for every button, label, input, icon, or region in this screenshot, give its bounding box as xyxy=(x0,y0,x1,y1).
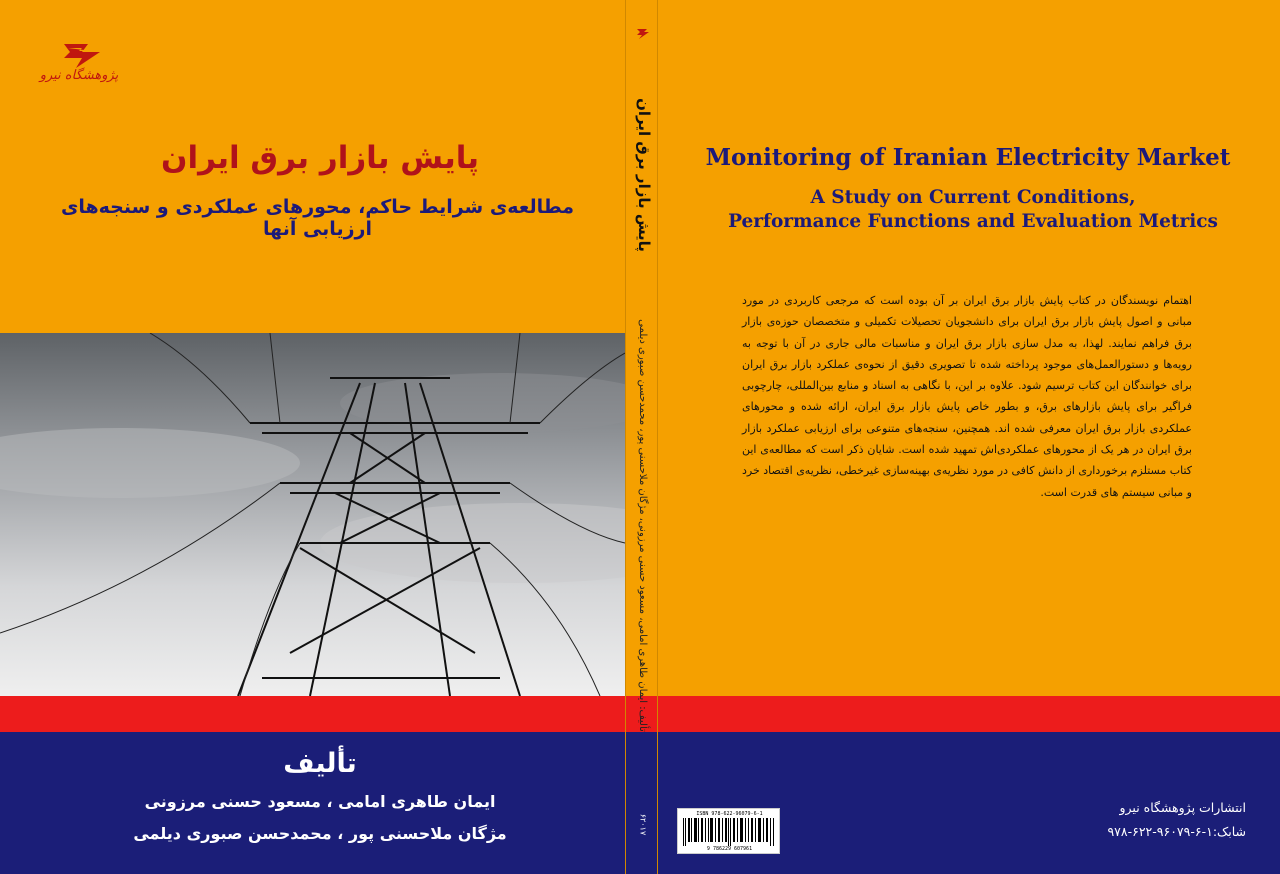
isbn-text: شابک:۱-۶-۹۶۰۷۹-۶۲۲-۹۷۸ xyxy=(1107,824,1246,839)
authorship-label-overlay: تألیف xyxy=(283,748,357,779)
publisher-name: انتشارات پژوهشگاه نیرو xyxy=(1119,800,1246,815)
english-title: Monitoring of Iranian Electricity Market xyxy=(705,144,1231,171)
back-cover xyxy=(658,0,1280,874)
publisher-logo-text: پژوهشگاه نیرو xyxy=(39,68,119,83)
barcode-digits: 9 786229 607961 xyxy=(706,846,753,852)
transmission-tower-photo xyxy=(0,333,625,696)
english-subtitle xyxy=(678,186,1268,234)
book-subtitle: مطالعه‌ی شرایط حاکم، محورهای عملکردی و سنجه‌های ارزیابی آنها xyxy=(60,196,575,240)
barcode-label: ISBN 978-622-96079-6-1 xyxy=(696,811,763,817)
spine xyxy=(625,0,658,874)
spine-logo-icon xyxy=(635,26,651,42)
spine-authors: تألیف: ایمان طاهری امامی، مسعود حسنی مرزونی، مژگان ملاحسنی پور، محمدحسن صبوری دیلمی xyxy=(637,319,648,732)
spine-title: پایش بازار برق ایران xyxy=(635,98,653,252)
blurb-text: اهتمام نویسندگان در کتاب پایش بازار برق ایران بر آن بوده است که مرجعی کاربردی در مورد مبانی و اصول پایش بازار برق ایران برای دانشجویان تحصیلات تکمیلی و متخصصان حوزه‌ی بازار برق فراهم نمایند. لهذا، به مدل سازی بازار برق ایران و مناسبات مالی جاری در آن با توجه به رویه‌ها و دستورالعمل‌های موجود پرداخته شده تا تصویری دقیق از نحوه‌ی عملکرد بازار برق ایران برای خوانندگان این کتاب ترسیم شود. علاوه بر این، با نگاهی به اسناد و منابع بین‌المللی، چارچوبی فراگیر برای پایش بازارهای برق، و بطور خاص پایش بازار برق ایران، ارائه شده و محورهای عملکردی بازار برق ایران معرفی شده اند. همچنین، سنجه‌های متنوعی برای ارزیابی عملکرد بازار برق ایران در هر یک از محورهای عملکردی‌اش تمهید شده است. شایان ذکر است که مطالعه‌ی این کتاب مستلزم برخورداری از دانش کافی در مورد نظریه‌ی بهینه‌سازی غیرخطی، نظریه‌ی اقتصاد خرد و مبانی سیستم های قدرت است. xyxy=(742,294,1192,499)
back-blurb xyxy=(742,290,1192,503)
spine-code: ۶۲۰۱۷ xyxy=(638,813,648,836)
english-subtitle-line-2: Performance Functions and Evaluation Metrics xyxy=(728,211,1218,232)
tower-illustration xyxy=(0,333,625,696)
english-subtitle-line-1: A Study on Current Conditions, xyxy=(810,187,1136,208)
isbn-barcode xyxy=(677,808,780,854)
authors-line-2-overlay: مژگان ملاحسنی پور ، محمدحسن صبوری دیلمی xyxy=(133,824,507,843)
book-title: پایش بازار برق ایران xyxy=(161,140,479,176)
authors-line-1-overlay: ایمان طاهری امامی ، مسعود حسنی مرزونی xyxy=(144,792,496,811)
barcode-bars-icon xyxy=(682,818,777,846)
